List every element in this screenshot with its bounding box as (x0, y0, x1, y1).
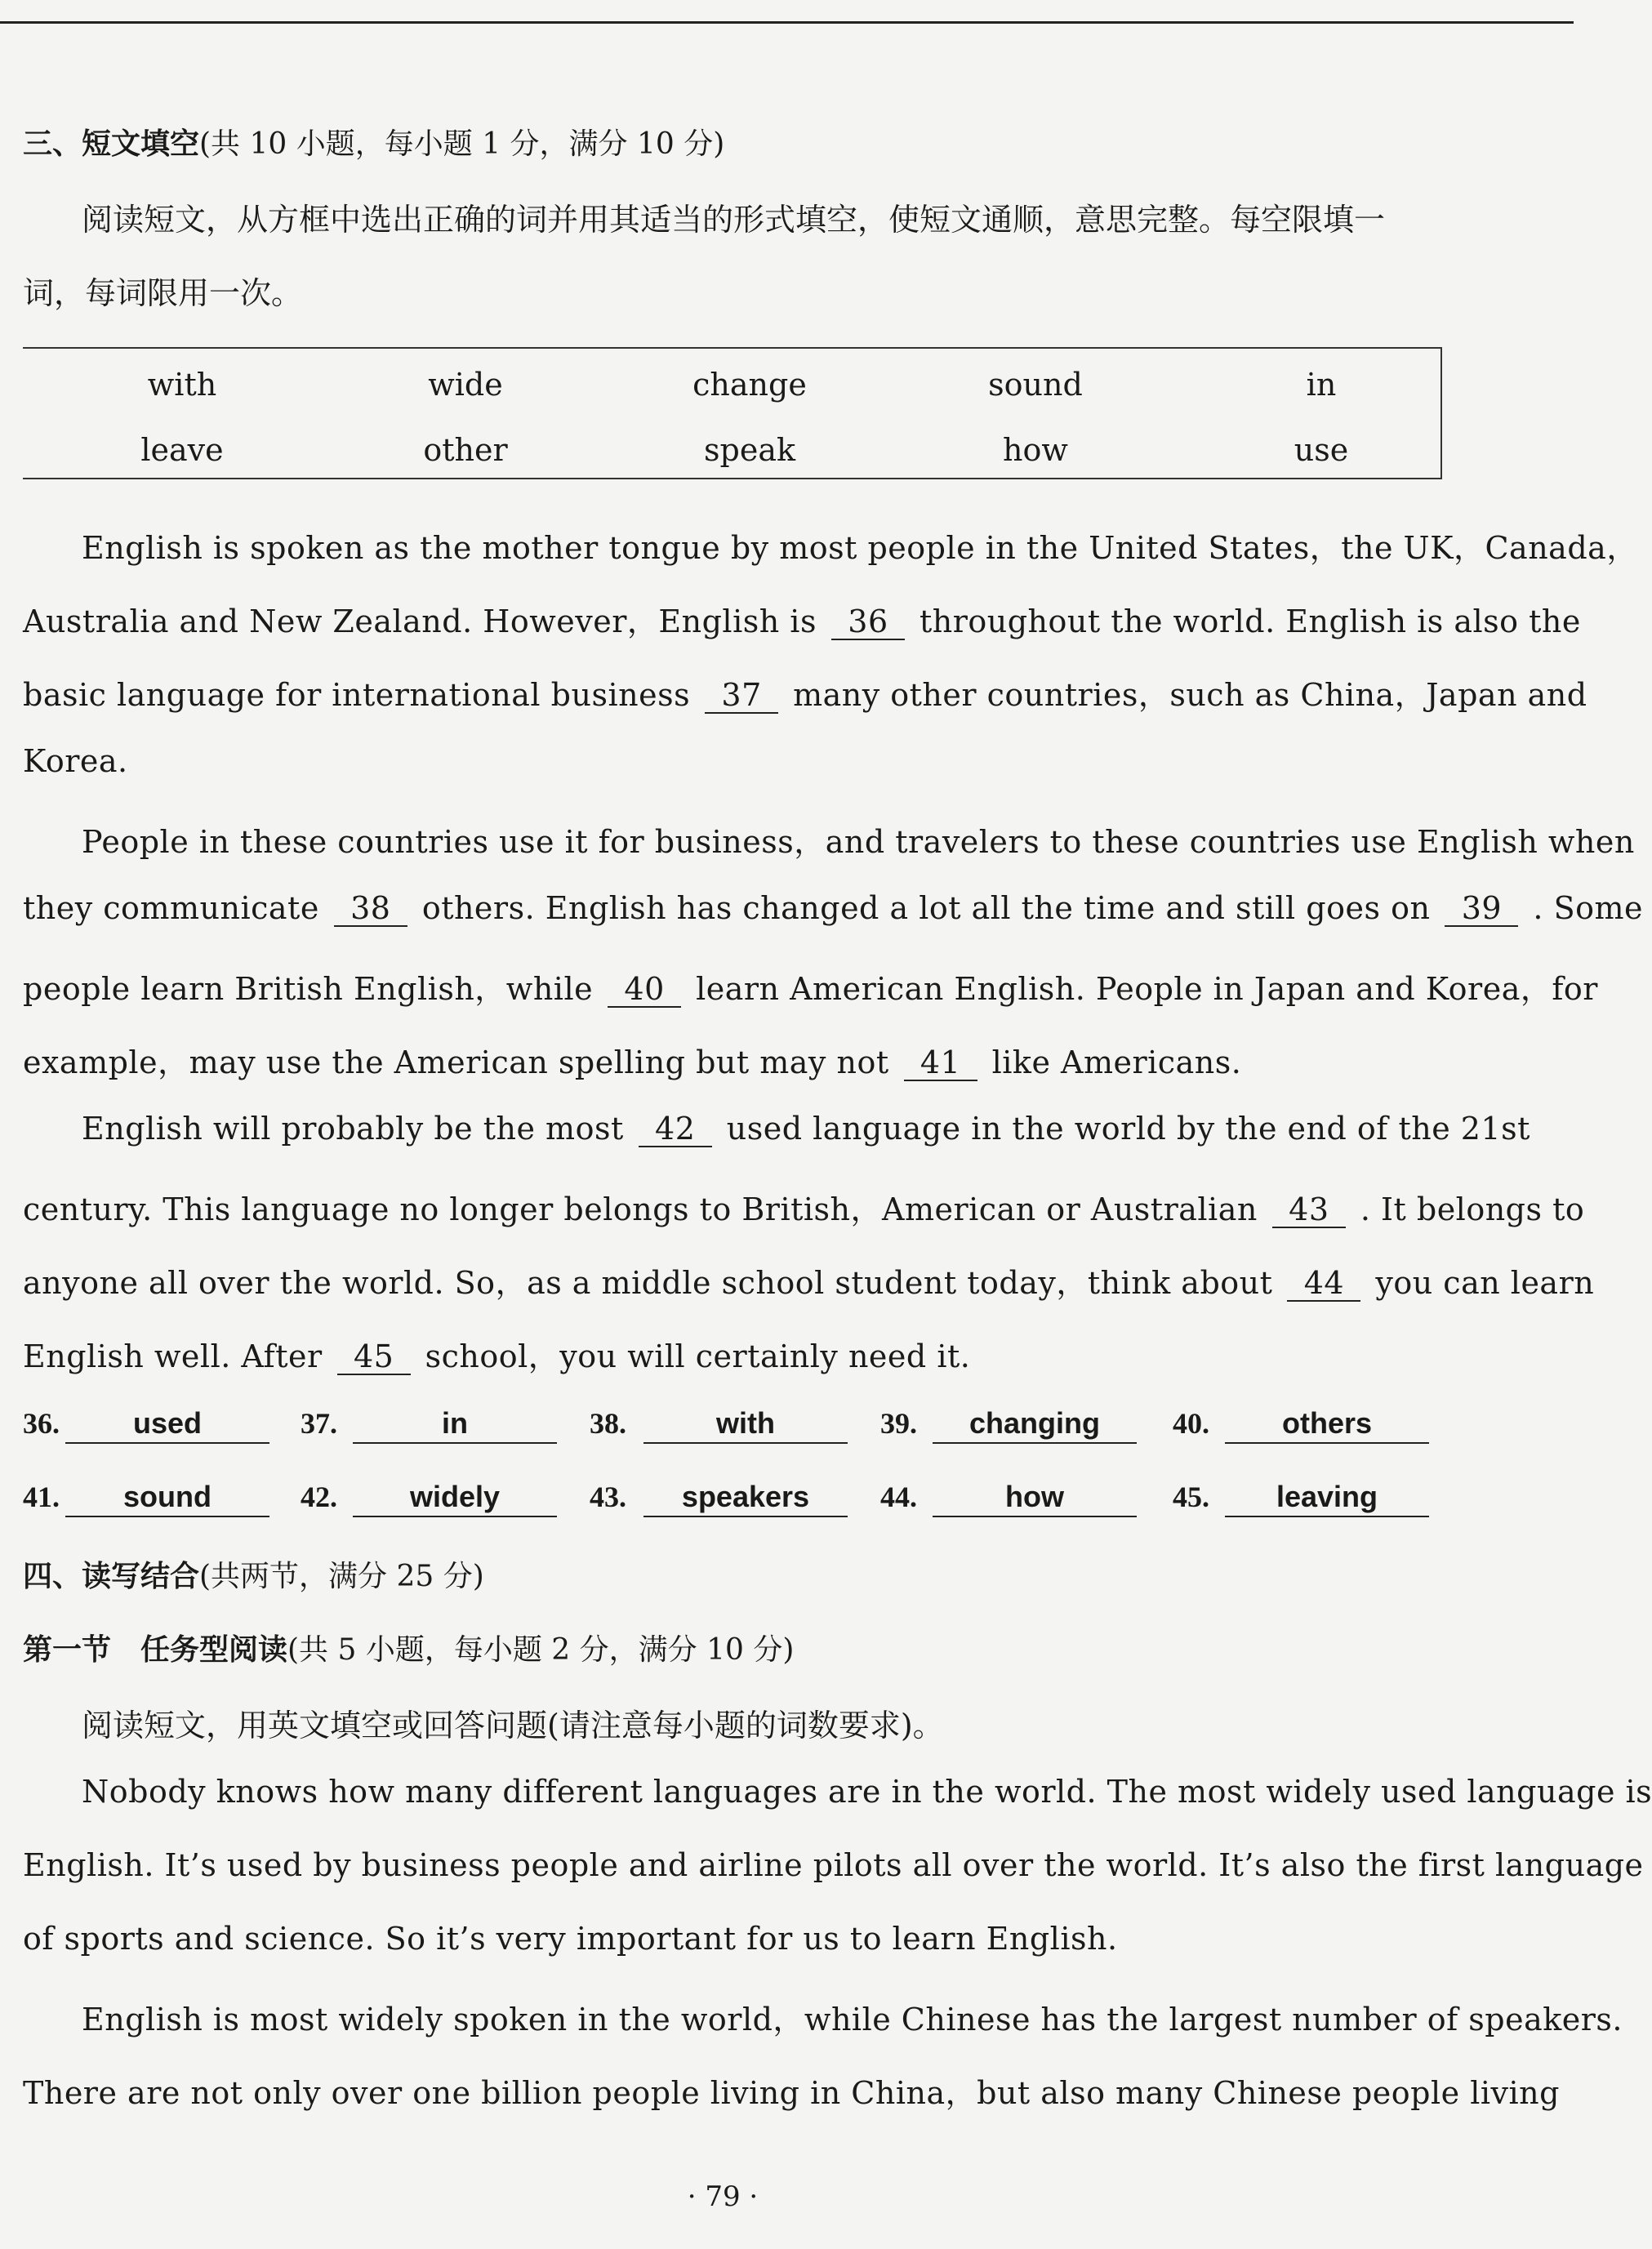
word-box-word: sound (988, 367, 1083, 403)
passage-text: basic language for international business (23, 677, 691, 713)
answer-field: leaving (1225, 1480, 1429, 1517)
passage-text: people learn British English，while (23, 971, 594, 1007)
reading-line: There are not only over one billion people living in China，but also many Chinese people living (23, 2075, 1560, 2111)
passage-text: English is spoken as the mother tongue by most people in the United States，the UK，Canada， (82, 530, 1638, 566)
word-box-word: leave (140, 432, 224, 468)
section3-heading-rest: (共 10 小题，每小题 1 分，满分 10 分) (199, 127, 725, 161)
word-box (23, 347, 1442, 479)
answer-number: 42. (301, 1481, 337, 1513)
passage-text: . It belongs to (1360, 1191, 1585, 1227)
answer-field: others (1225, 1406, 1429, 1444)
answer-number: 40. (1173, 1407, 1209, 1440)
passage-text: many other countries，such as China，Japan and (793, 677, 1587, 713)
section4-part1-rest: (共 5 小题，每小题 2 分，满分 10 分) (287, 1633, 795, 1667)
word-box-word: speak (704, 432, 795, 468)
passage-text: others. English has changed a lot all the time and still goes on (421, 890, 1431, 926)
answer-field: used (65, 1406, 269, 1444)
blank-36: 36 (831, 606, 905, 640)
passage-text: learn American English. People in Japan and Korea，for (696, 971, 1598, 1007)
answer-field: changing (933, 1406, 1137, 1444)
word-box-word: change (692, 367, 807, 403)
answer-number: 41. (23, 1481, 60, 1513)
answer-field: in (353, 1406, 557, 1444)
answer-number: 39. (880, 1407, 917, 1440)
reading-line: English is most widely spoken in the world，while Chinese has the largest number of speakers. (82, 2002, 1623, 2037)
answer-field: widely (353, 1480, 557, 1517)
passage-line (23, 1037, 1241, 1082)
passage-text: . Some (1533, 890, 1644, 926)
reading-line: English. It’s used by business people and airline pilots all over the world. It’s also the first language (23, 1847, 1644, 1883)
passage-line (23, 964, 1598, 1009)
section3-instruction-line1: 阅读短文，从方框中选出正确的词并用其适当的形式填空，使短文通顺，意思完整。每空限填一 (82, 202, 1386, 238)
reading-line: Nobody knows how many different languages are in the world. The most widely used language is (82, 1774, 1652, 1810)
word-box-row (23, 432, 1440, 497)
passage-text: English will probably be the most (82, 1111, 624, 1147)
passage-line (23, 1331, 970, 1376)
page-number: · 79 · (687, 2180, 759, 2213)
blank-37: 37 (705, 679, 778, 714)
answer-field: how (933, 1480, 1137, 1517)
passage-line (82, 523, 1638, 568)
section4-heading-rest: (共两节，满分 25 分) (199, 1560, 484, 1593)
passage-line (23, 890, 1643, 927)
passage-line (23, 743, 128, 779)
section4-heading (23, 1553, 484, 1595)
passage-line (82, 1111, 1530, 1147)
answers-row (0, 1480, 1574, 1529)
section3-instruction-line2: 词，每词限用一次。 (23, 275, 303, 311)
blank-44: 44 (1287, 1267, 1360, 1302)
passage-text: English well. After (23, 1338, 323, 1374)
section4-part1-bold: 第一节 任务型阅读 (23, 1633, 288, 1667)
answer-number: 37. (301, 1407, 337, 1440)
passage-text: anyone all over the world. So，as a middle school student today，think about (23, 1265, 1273, 1301)
word-box-word: how (1003, 432, 1068, 468)
answer-field: with (643, 1406, 848, 1444)
answer-field: speakers (643, 1480, 848, 1517)
answer-number: 45. (1173, 1481, 1209, 1513)
blank-38: 38 (334, 893, 407, 927)
passage-text: throughout the world. English is also the (919, 603, 1581, 639)
blank-45: 45 (337, 1341, 411, 1375)
passage-line (82, 817, 1635, 862)
answer-number: 43. (590, 1481, 626, 1513)
passage-line (23, 596, 1581, 641)
section4-instruction: 阅读短文，用英文填空或回答问题(请注意每小题的词数要求)。 (82, 1708, 944, 1744)
blank-40: 40 (608, 973, 681, 1008)
passage-text: you can learn (1375, 1265, 1595, 1301)
passage-text: Australia and New Zealand. However，English is (23, 603, 817, 639)
word-box-word: with (147, 367, 217, 403)
answer-number: 36. (23, 1407, 60, 1440)
passage-text: used language in the world by the end of the 21st (726, 1111, 1530, 1147)
blank-39: 39 (1445, 893, 1518, 927)
passage-line (23, 1184, 1584, 1229)
passage-line (23, 670, 1587, 715)
top-rule (0, 21, 1574, 24)
answer-number: 38. (590, 1407, 626, 1440)
section4-heading-bold: 四、读写结合 (23, 1560, 200, 1593)
section4-part1-heading (23, 1627, 794, 1668)
answers-row (0, 1406, 1574, 1455)
reading-line: of sports and science. So it’s very important for us to learn English. (23, 1921, 1118, 1957)
word-box-word: use (1294, 432, 1349, 468)
blank-41: 41 (904, 1047, 977, 1081)
passage-text: century. This language no longer belongs to British，American or Australian (23, 1191, 1258, 1227)
passage-text: Korea. (23, 743, 128, 779)
word-box-word: in (1306, 367, 1337, 403)
section3-heading (23, 121, 724, 163)
word-box-word: other (423, 432, 508, 468)
answer-number: 44. (880, 1481, 917, 1513)
passage-text: example，may use the American spelling but may not (23, 1044, 889, 1080)
answer-field: sound (65, 1480, 269, 1517)
passage-text: like Americans. (991, 1044, 1242, 1080)
passage-line (23, 1258, 1594, 1303)
blank-43: 43 (1272, 1194, 1346, 1228)
passage-text: school，you will certainly need it. (425, 1338, 971, 1374)
blank-42: 42 (639, 1113, 712, 1147)
section3-heading-bold: 三、短文填空 (23, 127, 200, 161)
word-box-word: wide (428, 367, 503, 403)
passage-text: they communicate (23, 890, 319, 926)
word-box-row (23, 367, 1440, 432)
passage-text: People in these countries use it for business，and travelers to these countries use English when (82, 824, 1635, 860)
